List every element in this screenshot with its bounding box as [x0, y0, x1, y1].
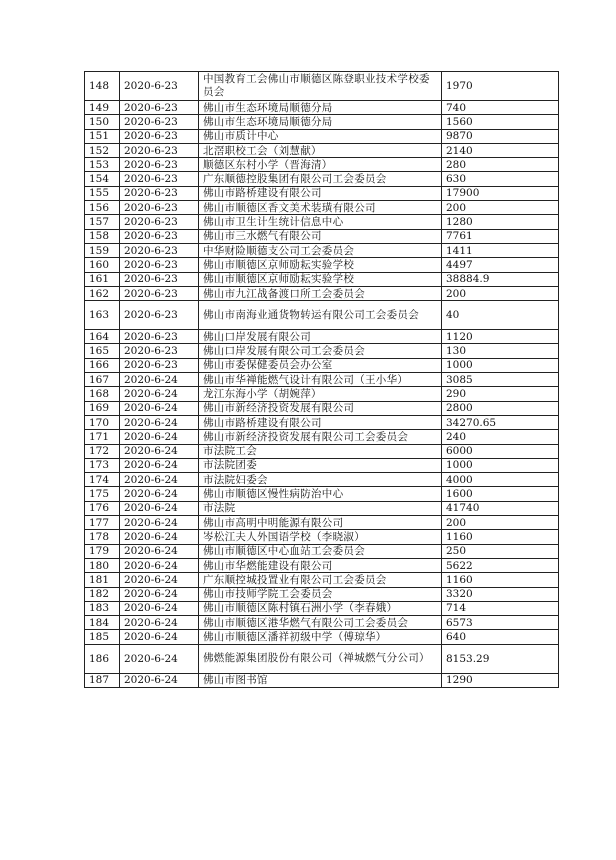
table-row: [85, 344, 559, 358]
row-date: 2020-6-24: [120, 516, 199, 530]
row-index: 178: [85, 530, 120, 544]
table-row: [85, 301, 559, 330]
row-organization: 佛山市委保健委员会办公室: [199, 358, 442, 372]
table-row: [85, 558, 559, 572]
row-amount: 3320: [442, 587, 559, 601]
row-organization: 广东顺控城投置业有限公司工会委员会: [199, 573, 442, 587]
row-amount: 3085: [442, 373, 559, 387]
table-row: [85, 501, 559, 515]
row-amount: 1600: [442, 487, 559, 501]
row-organization: 佛山市质计中心: [199, 129, 442, 143]
row-amount: 9870: [442, 129, 559, 143]
table-row: [85, 544, 559, 558]
table-row: [85, 387, 559, 401]
row-date: 2020-6-23: [120, 143, 199, 157]
row-amount: 17900: [442, 186, 559, 200]
table-row: [85, 72, 559, 101]
row-index: 148: [85, 72, 120, 101]
table-row: [85, 186, 559, 200]
row-index: 171: [85, 430, 120, 444]
table-row: [85, 530, 559, 544]
row-date: 2020-6-23: [120, 272, 199, 286]
row-organization: 佛山市九江战备渡口所工会委员会: [199, 286, 442, 300]
row-organization: 佛山市顺德区京师励耘实验学校: [199, 272, 442, 286]
row-index: 166: [85, 358, 120, 372]
row-organization: 中华财险顺德支公司工会委员会: [199, 243, 442, 257]
row-organization: 市法院妇委会: [199, 473, 442, 487]
row-amount: 1120: [442, 330, 559, 344]
row-organization: 市法院: [199, 501, 442, 515]
row-index: 175: [85, 487, 120, 501]
row-index: 157: [85, 215, 120, 229]
row-organization: 中国教育工会佛山市顺德区陈登职业技术学校委员会: [199, 72, 442, 101]
row-date: 2020-6-24: [120, 601, 199, 615]
row-date: 2020-6-23: [120, 330, 199, 344]
table-row: [85, 587, 559, 601]
row-amount: 40: [442, 301, 559, 330]
row-date: 2020-6-24: [120, 644, 199, 673]
row-organization: 佛山市顺德区京师励耘实验学校: [199, 258, 442, 272]
row-amount: 630: [442, 172, 559, 186]
row-amount: 1160: [442, 530, 559, 544]
row-date: 2020-6-24: [120, 501, 199, 515]
table-row: [85, 129, 559, 143]
row-index: 185: [85, 630, 120, 644]
row-organization: 广东顺德控股集团有限公司工会委员会: [199, 172, 442, 186]
row-amount: 5622: [442, 558, 559, 572]
row-organization: 佛山市技师学院工会委员会: [199, 587, 442, 601]
row-date: 2020-6-24: [120, 473, 199, 487]
table-row: [85, 330, 559, 344]
table-row: [85, 358, 559, 372]
row-index: 186: [85, 644, 120, 673]
row-amount: 6573: [442, 616, 559, 630]
row-date: 2020-6-23: [120, 129, 199, 143]
row-date: 2020-6-23: [120, 286, 199, 300]
table-row: [85, 229, 559, 243]
row-organization: 龙江东海小学（胡婉萍）: [199, 387, 442, 401]
table-row: [85, 401, 559, 415]
row-organization: 佛山市高明中明能源有限公司: [199, 516, 442, 530]
table-row: [85, 616, 559, 630]
row-index: 183: [85, 601, 120, 615]
row-date: 2020-6-23: [120, 301, 199, 330]
row-amount: 8153.29: [442, 644, 559, 673]
donation-table-body: [85, 72, 559, 688]
row-index: 161: [85, 272, 120, 286]
table-row: [85, 143, 559, 157]
row-amount: 740: [442, 101, 559, 115]
row-index: 176: [85, 501, 120, 515]
row-date: 2020-6-23: [120, 229, 199, 243]
row-organization: 佛山市路桥建设有限公司: [199, 186, 442, 200]
table-row: [85, 272, 559, 286]
row-index: 159: [85, 243, 120, 257]
row-date: 2020-6-23: [120, 172, 199, 186]
row-amount: 640: [442, 630, 559, 644]
row-amount: 34270.65: [442, 415, 559, 429]
row-amount: 1280: [442, 215, 559, 229]
row-amount: 200: [442, 516, 559, 530]
table-row: [85, 673, 559, 687]
row-organization: 北滘职校工会（刘慧献）: [199, 143, 442, 157]
row-amount: 6000: [442, 444, 559, 458]
row-date: 2020-6-23: [120, 344, 199, 358]
row-amount: 2800: [442, 401, 559, 415]
row-organization: 岑松江夫人外国语学校（李晓淑）: [199, 530, 442, 544]
row-date: 2020-6-24: [120, 673, 199, 687]
row-index: 180: [85, 558, 120, 572]
row-organization: 佛山市三水燃气有限公司: [199, 229, 442, 243]
table-row: [85, 158, 559, 172]
row-organization: 佛山市新经济投资发展有限公司: [199, 401, 442, 415]
row-amount: 280: [442, 158, 559, 172]
row-organization: 佛山市生态环境局顺德分局: [199, 101, 442, 115]
row-index: 152: [85, 143, 120, 157]
table-row: [85, 644, 559, 673]
table-row: [85, 630, 559, 644]
row-index: 150: [85, 115, 120, 129]
row-index: 163: [85, 301, 120, 330]
row-date: 2020-6-24: [120, 616, 199, 630]
row-date: 2020-6-24: [120, 630, 199, 644]
row-organization: 顺德区东村小学（晋海清）: [199, 158, 442, 172]
row-index: 155: [85, 186, 120, 200]
row-amount: 2140: [442, 143, 559, 157]
row-amount: 200: [442, 286, 559, 300]
row-date: 2020-6-24: [120, 558, 199, 572]
row-amount: 38884.9: [442, 272, 559, 286]
row-index: 167: [85, 373, 120, 387]
row-index: 182: [85, 587, 120, 601]
row-date: 2020-6-24: [120, 444, 199, 458]
row-organization: 佛山市顺德区香文美术装璜有限公司: [199, 201, 442, 215]
table-row: [85, 487, 559, 501]
row-amount: 1000: [442, 458, 559, 472]
row-index: 184: [85, 616, 120, 630]
row-index: 174: [85, 473, 120, 487]
row-index: 160: [85, 258, 120, 272]
row-index: 169: [85, 401, 120, 415]
row-amount: 240: [442, 430, 559, 444]
row-date: 2020-6-24: [120, 587, 199, 601]
row-organization: 佛山市顺德区港华燃气有限公司工会委员会: [199, 616, 442, 630]
row-amount: 7761: [442, 229, 559, 243]
table-row: [85, 516, 559, 530]
row-date: 2020-6-24: [120, 430, 199, 444]
row-organization: 佛山市新经济投资发展有限公司工会委员会: [199, 430, 442, 444]
row-amount: 250: [442, 544, 559, 558]
table-row: [85, 573, 559, 587]
row-date: 2020-6-23: [120, 158, 199, 172]
row-amount: 1160: [442, 573, 559, 587]
donation-table: [84, 71, 559, 688]
row-date: 2020-6-24: [120, 415, 199, 429]
row-organization: 佛山市顺德区陈村镇石洲小学（李春娥）: [199, 601, 442, 615]
row-date: 2020-6-23: [120, 215, 199, 229]
row-date: 2020-6-23: [120, 201, 199, 215]
table-row: [85, 172, 559, 186]
row-date: 2020-6-24: [120, 573, 199, 587]
row-date: 2020-6-23: [120, 358, 199, 372]
row-amount: 41740: [442, 501, 559, 515]
row-amount: 290: [442, 387, 559, 401]
row-index: 156: [85, 201, 120, 215]
row-amount: 1000: [442, 358, 559, 372]
row-index: 149: [85, 101, 120, 115]
row-index: 172: [85, 444, 120, 458]
row-organization: 佛山市华禅能燃气设计有限公司（王小华）: [199, 373, 442, 387]
table-row: [85, 430, 559, 444]
row-organization: 佛山口岸发展有限公司: [199, 330, 442, 344]
row-amount: 714: [442, 601, 559, 615]
row-index: 179: [85, 544, 120, 558]
table-row: [85, 601, 559, 615]
row-date: 2020-6-24: [120, 401, 199, 415]
row-amount: 1411: [442, 243, 559, 257]
table-row: [85, 458, 559, 472]
row-organization: 佛燃能源集团股份有限公司（禅城燃气分公司）: [199, 644, 442, 673]
row-organization: 佛山市生态环境局顺德分局: [199, 115, 442, 129]
row-amount: 4000: [442, 473, 559, 487]
row-date: 2020-6-24: [120, 373, 199, 387]
row-index: 158: [85, 229, 120, 243]
row-amount: 130: [442, 344, 559, 358]
row-index: 154: [85, 172, 120, 186]
row-date: 2020-6-24: [120, 387, 199, 401]
row-index: 181: [85, 573, 120, 587]
row-date: 2020-6-23: [120, 243, 199, 257]
table-row: [85, 115, 559, 129]
table-row: [85, 258, 559, 272]
table-row: [85, 215, 559, 229]
row-organization: 佛山市南海业通货物转运有限公司工会委员会: [199, 301, 442, 330]
table-row: [85, 201, 559, 215]
row-organization: 佛山市顺德区中心血站工会委员会: [199, 544, 442, 558]
table-row: [85, 373, 559, 387]
row-date: 2020-6-24: [120, 458, 199, 472]
row-index: 170: [85, 415, 120, 429]
row-organization: 佛山市路桥建设有限公司: [199, 415, 442, 429]
row-index: 151: [85, 129, 120, 143]
table-row: [85, 101, 559, 115]
row-date: 2020-6-23: [120, 101, 199, 115]
table-row: [85, 444, 559, 458]
row-index: 165: [85, 344, 120, 358]
row-organization: 佛山市华燃能建设有限公司: [199, 558, 442, 572]
row-amount: 1970: [442, 72, 559, 101]
table-row: [85, 286, 559, 300]
row-index: 173: [85, 458, 120, 472]
table-row: [85, 415, 559, 429]
row-date: 2020-6-24: [120, 530, 199, 544]
table-row: [85, 473, 559, 487]
row-index: 177: [85, 516, 120, 530]
row-organization: 佛山口岸发展有限公司工会委员会: [199, 344, 442, 358]
row-date: 2020-6-23: [120, 186, 199, 200]
row-organization: 佛山市卫生计生统计信息中心: [199, 215, 442, 229]
row-index: 164: [85, 330, 120, 344]
row-index: 153: [85, 158, 120, 172]
row-date: 2020-6-24: [120, 487, 199, 501]
row-amount: 4497: [442, 258, 559, 272]
row-index: 162: [85, 286, 120, 300]
row-index: 168: [85, 387, 120, 401]
table-row: [85, 243, 559, 257]
row-index: 187: [85, 673, 120, 687]
row-organization: 佛山市顺德区慢性病防治中心: [199, 487, 442, 501]
row-organization: 佛山市顺德区潘祥初级中学（傅琼华）: [199, 630, 442, 644]
row-organization: 市法院工会: [199, 444, 442, 458]
row-date: 2020-6-23: [120, 72, 199, 101]
row-amount: 1560: [442, 115, 559, 129]
row-amount: 1290: [442, 673, 559, 687]
row-organization: 佛山市图书馆: [199, 673, 442, 687]
row-amount: 200: [442, 201, 559, 215]
row-date: 2020-6-24: [120, 544, 199, 558]
row-date: 2020-6-23: [120, 258, 199, 272]
row-organization: 市法院团委: [199, 458, 442, 472]
row-date: 2020-6-23: [120, 115, 199, 129]
